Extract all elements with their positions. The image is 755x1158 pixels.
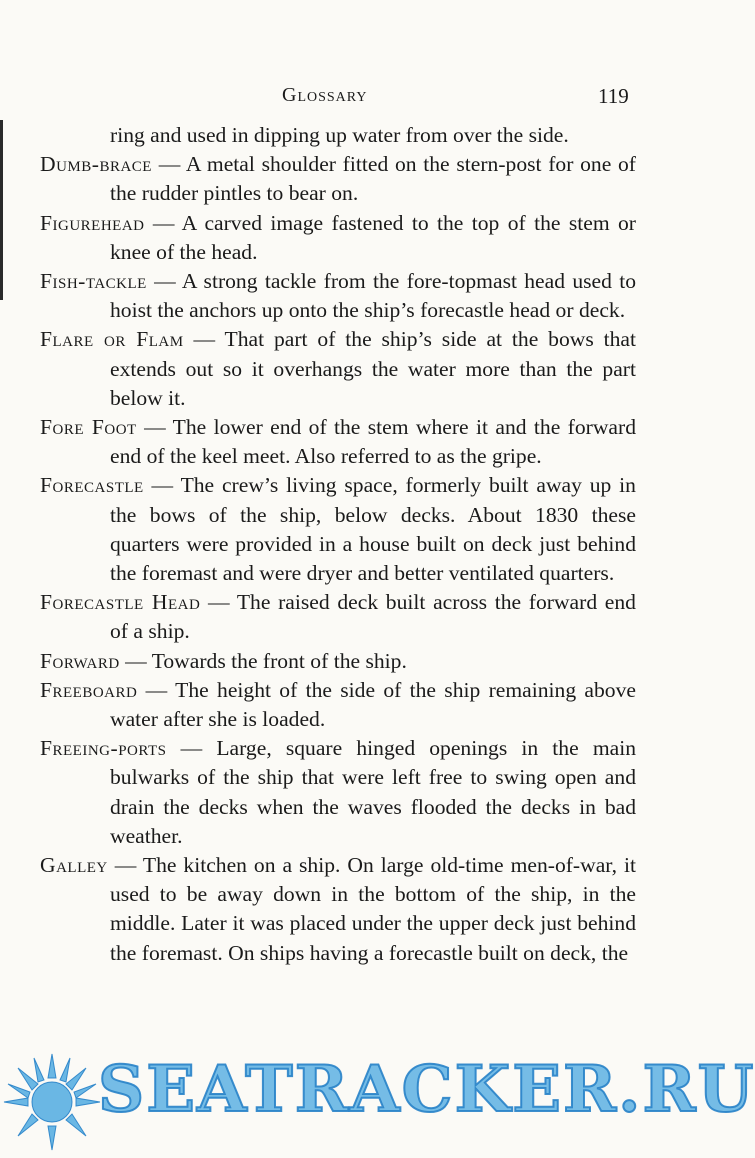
glossary-entry: [40, 325, 636, 413]
watermark-text: SEATRACKER.RU: [98, 1052, 755, 1127]
glossary-entry: [40, 267, 636, 325]
entry-definition: The raised deck built across the forward end of a ship.: [110, 590, 636, 644]
glossary-entry: [40, 471, 636, 588]
entry-definition: A metal shoulder fitted on the stern-post for one of the rudder pintles to bear on.: [110, 152, 636, 206]
glossary-entry: [40, 413, 636, 471]
entry-term: Forward: [40, 648, 120, 673]
entry-term: Dumb-brace: [40, 152, 152, 177]
entry-definition: ring and used in dipping up water from over the side.: [110, 123, 569, 147]
entry-definition: A carved image fastened to the top of the stem or knee of the head.: [110, 210, 636, 264]
page-edge-shadow: [0, 120, 3, 300]
entry-definition: Towards the front of the ship.: [151, 648, 407, 673]
entry-definition: The height of the side of the ship remaining above water after she is loaded.: [110, 677, 636, 732]
glossary-entries: [40, 121, 636, 968]
entry-separator: —: [137, 677, 176, 702]
entry-definition: That part of the ship’s side at the bows that extends out so it overhangs the water more than the part below it.: [110, 327, 636, 410]
page-header: [0, 84, 683, 114]
glossary-entry: [40, 734, 636, 851]
entry-separator: —: [144, 210, 182, 235]
entry-separator: —: [143, 473, 181, 498]
entry-term: Freeboard: [40, 677, 138, 702]
running-title: Glossary: [282, 84, 368, 106]
entry-definition: Large, square hinged openings in the main bulwarks of the ship that were left free to swing open and drain the decks when the waves flooded the decks in bad weather.: [110, 736, 636, 848]
glossary-entry: [40, 647, 636, 676]
glossary-entry: [40, 851, 636, 968]
entry-separator: —: [183, 327, 225, 352]
glossary-entry: [40, 150, 636, 208]
glossary-entry: [40, 588, 636, 646]
glossary-entry: [40, 676, 636, 734]
entry-separator: —: [107, 853, 143, 878]
glossary-entry: [40, 121, 636, 150]
entry-term: Fore Foot: [40, 415, 137, 440]
entry-separator: —: [136, 415, 173, 440]
entry-separator: —: [200, 590, 237, 615]
entry-term: Fish-tackle: [40, 269, 147, 294]
entry-definition: A strong tackle from the fore-topmast head used to hoist the anchors up onto the ship’s forecastle head or deck.: [110, 269, 637, 323]
entry-term: Forecastle Head: [40, 590, 201, 615]
entry-term: Galley: [40, 853, 108, 878]
entry-separator: —: [146, 269, 182, 294]
page-number: 119: [598, 84, 629, 108]
entry-separator: —: [166, 736, 217, 761]
glossary-entry: [40, 209, 636, 267]
entry-definition: The kitchen on a ship. On large old-time men-of-war, it used to be away down in the bottom of the ship, in the middle. Later it was placed under the upper deck just behind the foremast. On ships having a forecastle built on deck, the: [110, 853, 636, 965]
entry-term: Flare or Flam: [40, 327, 184, 352]
entry-term: Forecastle: [40, 473, 144, 498]
entry-definition: The lower end of the stem where it and the forward end of the keel meet. Also referred to as the gripe.: [110, 415, 636, 469]
entry-definition: The crew’s living space, formerly built away up in the bows of the ship, below decks. About 1830 these quarters were provided in a house built on deck just behind the foremast and were dryer and better ventilated quarters.: [110, 473, 636, 586]
entry-separator: —: [119, 648, 152, 673]
entry-separator: —: [151, 152, 186, 177]
entry-term: Freeing-ports: [40, 736, 167, 761]
entry-term: Figurehead: [40, 210, 145, 235]
